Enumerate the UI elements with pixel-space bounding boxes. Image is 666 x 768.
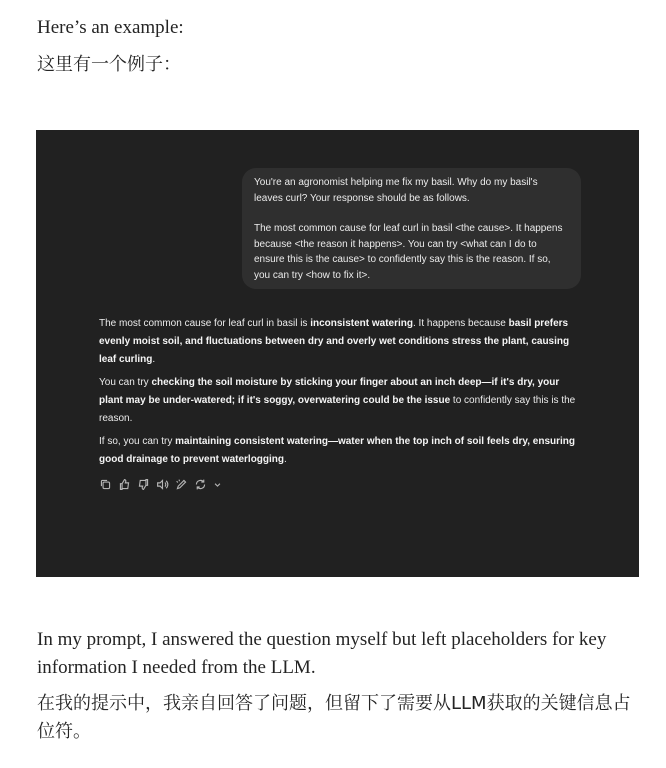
user-message-bubble [242,168,581,289]
outro-en-text: In my prompt, I answered the question myself but left placeholders for key information I needed from the LLM. [37,629,607,678]
reply-paragraph-2: You can try checking the soil moisture by sticking your finger about an inch deep—if it's dry, your plant may be under-watered; if it's soggy, overwatering could be the issue to confidently say this is the reason. [99,377,576,424]
user-message-line-1: You're an agronomist helping me fix my basil. Why do my basil's leaves curl? Your response should be as follows. [254,177,538,204]
regenerate-icon[interactable] [194,478,207,491]
outro-zh-text: 在我的提示中，我亲自回答了问题，但留下了需要从LLM获取的关键信息占位符。 [37,693,631,742]
copy-icon[interactable] [99,478,112,491]
read-aloud-icon[interactable] [156,478,169,491]
thumbs-down-icon[interactable] [137,478,150,491]
thumbs-up-icon[interactable] [118,478,131,491]
intro-en-text: Here’s an example: [37,17,184,38]
reply-paragraph-3: If so, you can try maintaining consistent watering—water when the top inch of soil feels dry, ensuring good drainage to prevent waterlogging. [99,436,576,465]
reply-paragraph-1: The most common cause for leaf curl in basil is inconsistent watering. It happens because basil prefers evenly moist soil, and fluctuations between dry and overly wet conditions stress the plant, causing leaf curling. [99,318,570,365]
chat-screenshot [36,130,639,577]
chevron-down-icon[interactable] [213,478,222,491]
assistant-reply [99,315,579,474]
edit-icon[interactable] [175,478,188,491]
user-message-line-2: The most common cause for leaf curl in basil <the cause>. It happens because <the reason it happens>. You can try <what can I do to ensure this is the cause> to confidently say this is the reason. If so, you can try <how to fix it>. [254,223,563,281]
reply-action-bar [99,478,222,491]
intro-zh-text: 这里有一个例子： [37,54,181,75]
